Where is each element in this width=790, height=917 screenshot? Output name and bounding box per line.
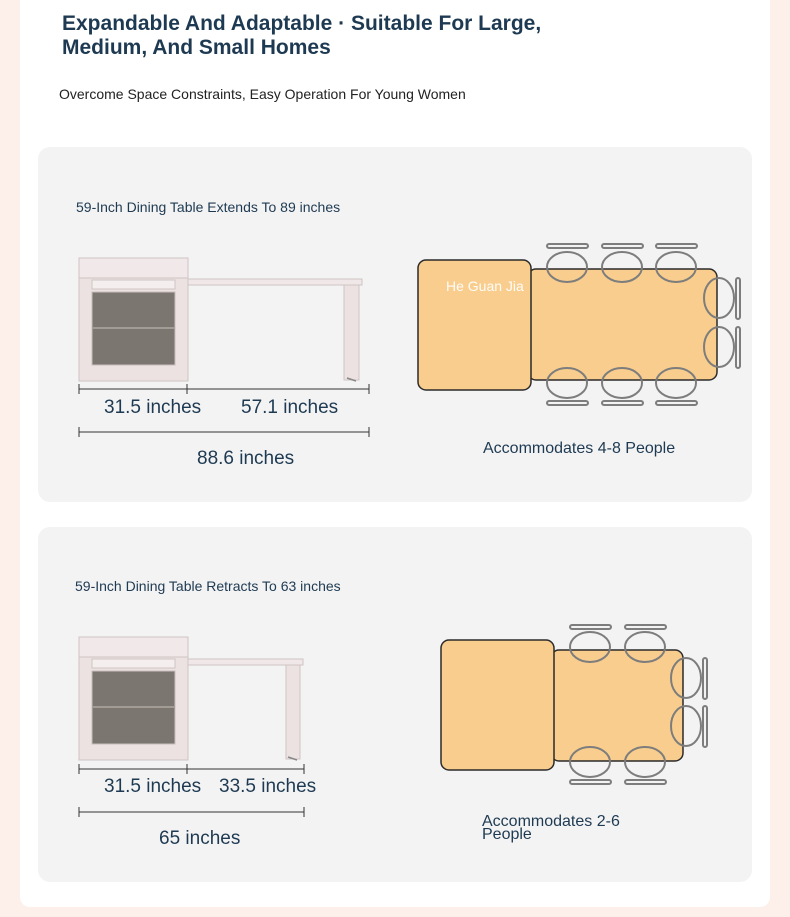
page-subtitle: Overcome Space Constraints, Easy Operation For Young Women xyxy=(59,86,466,102)
extended-capacity: Accommodates 4-8 People xyxy=(483,440,676,457)
retracted-capacity: Accommodates 2-6 People xyxy=(482,813,620,843)
retracted-caption: 59-Inch Dining Table Retracts To 63 inches xyxy=(75,578,341,594)
watermark-text: He Guan Jia xyxy=(446,278,524,294)
extended-dim-fixed: 31.5 inches xyxy=(104,397,202,418)
extended-dim-extension: 57.1 inches xyxy=(241,397,339,418)
retracted-dim-extension: 33.5 inches xyxy=(219,776,317,797)
table-top-view xyxy=(441,640,683,770)
page-title: Expandable And Adaptable · Suitable For Large, Medium, And Small Homes xyxy=(62,12,542,59)
retracted-dim-total: 65 inches xyxy=(159,828,241,849)
extended-caption: 59-Inch Dining Table Extends To 89 inches xyxy=(76,199,341,215)
extended-dim-total: 88.6 inches xyxy=(197,448,295,469)
retracted-dim-fixed: 31.5 inches xyxy=(104,776,202,797)
